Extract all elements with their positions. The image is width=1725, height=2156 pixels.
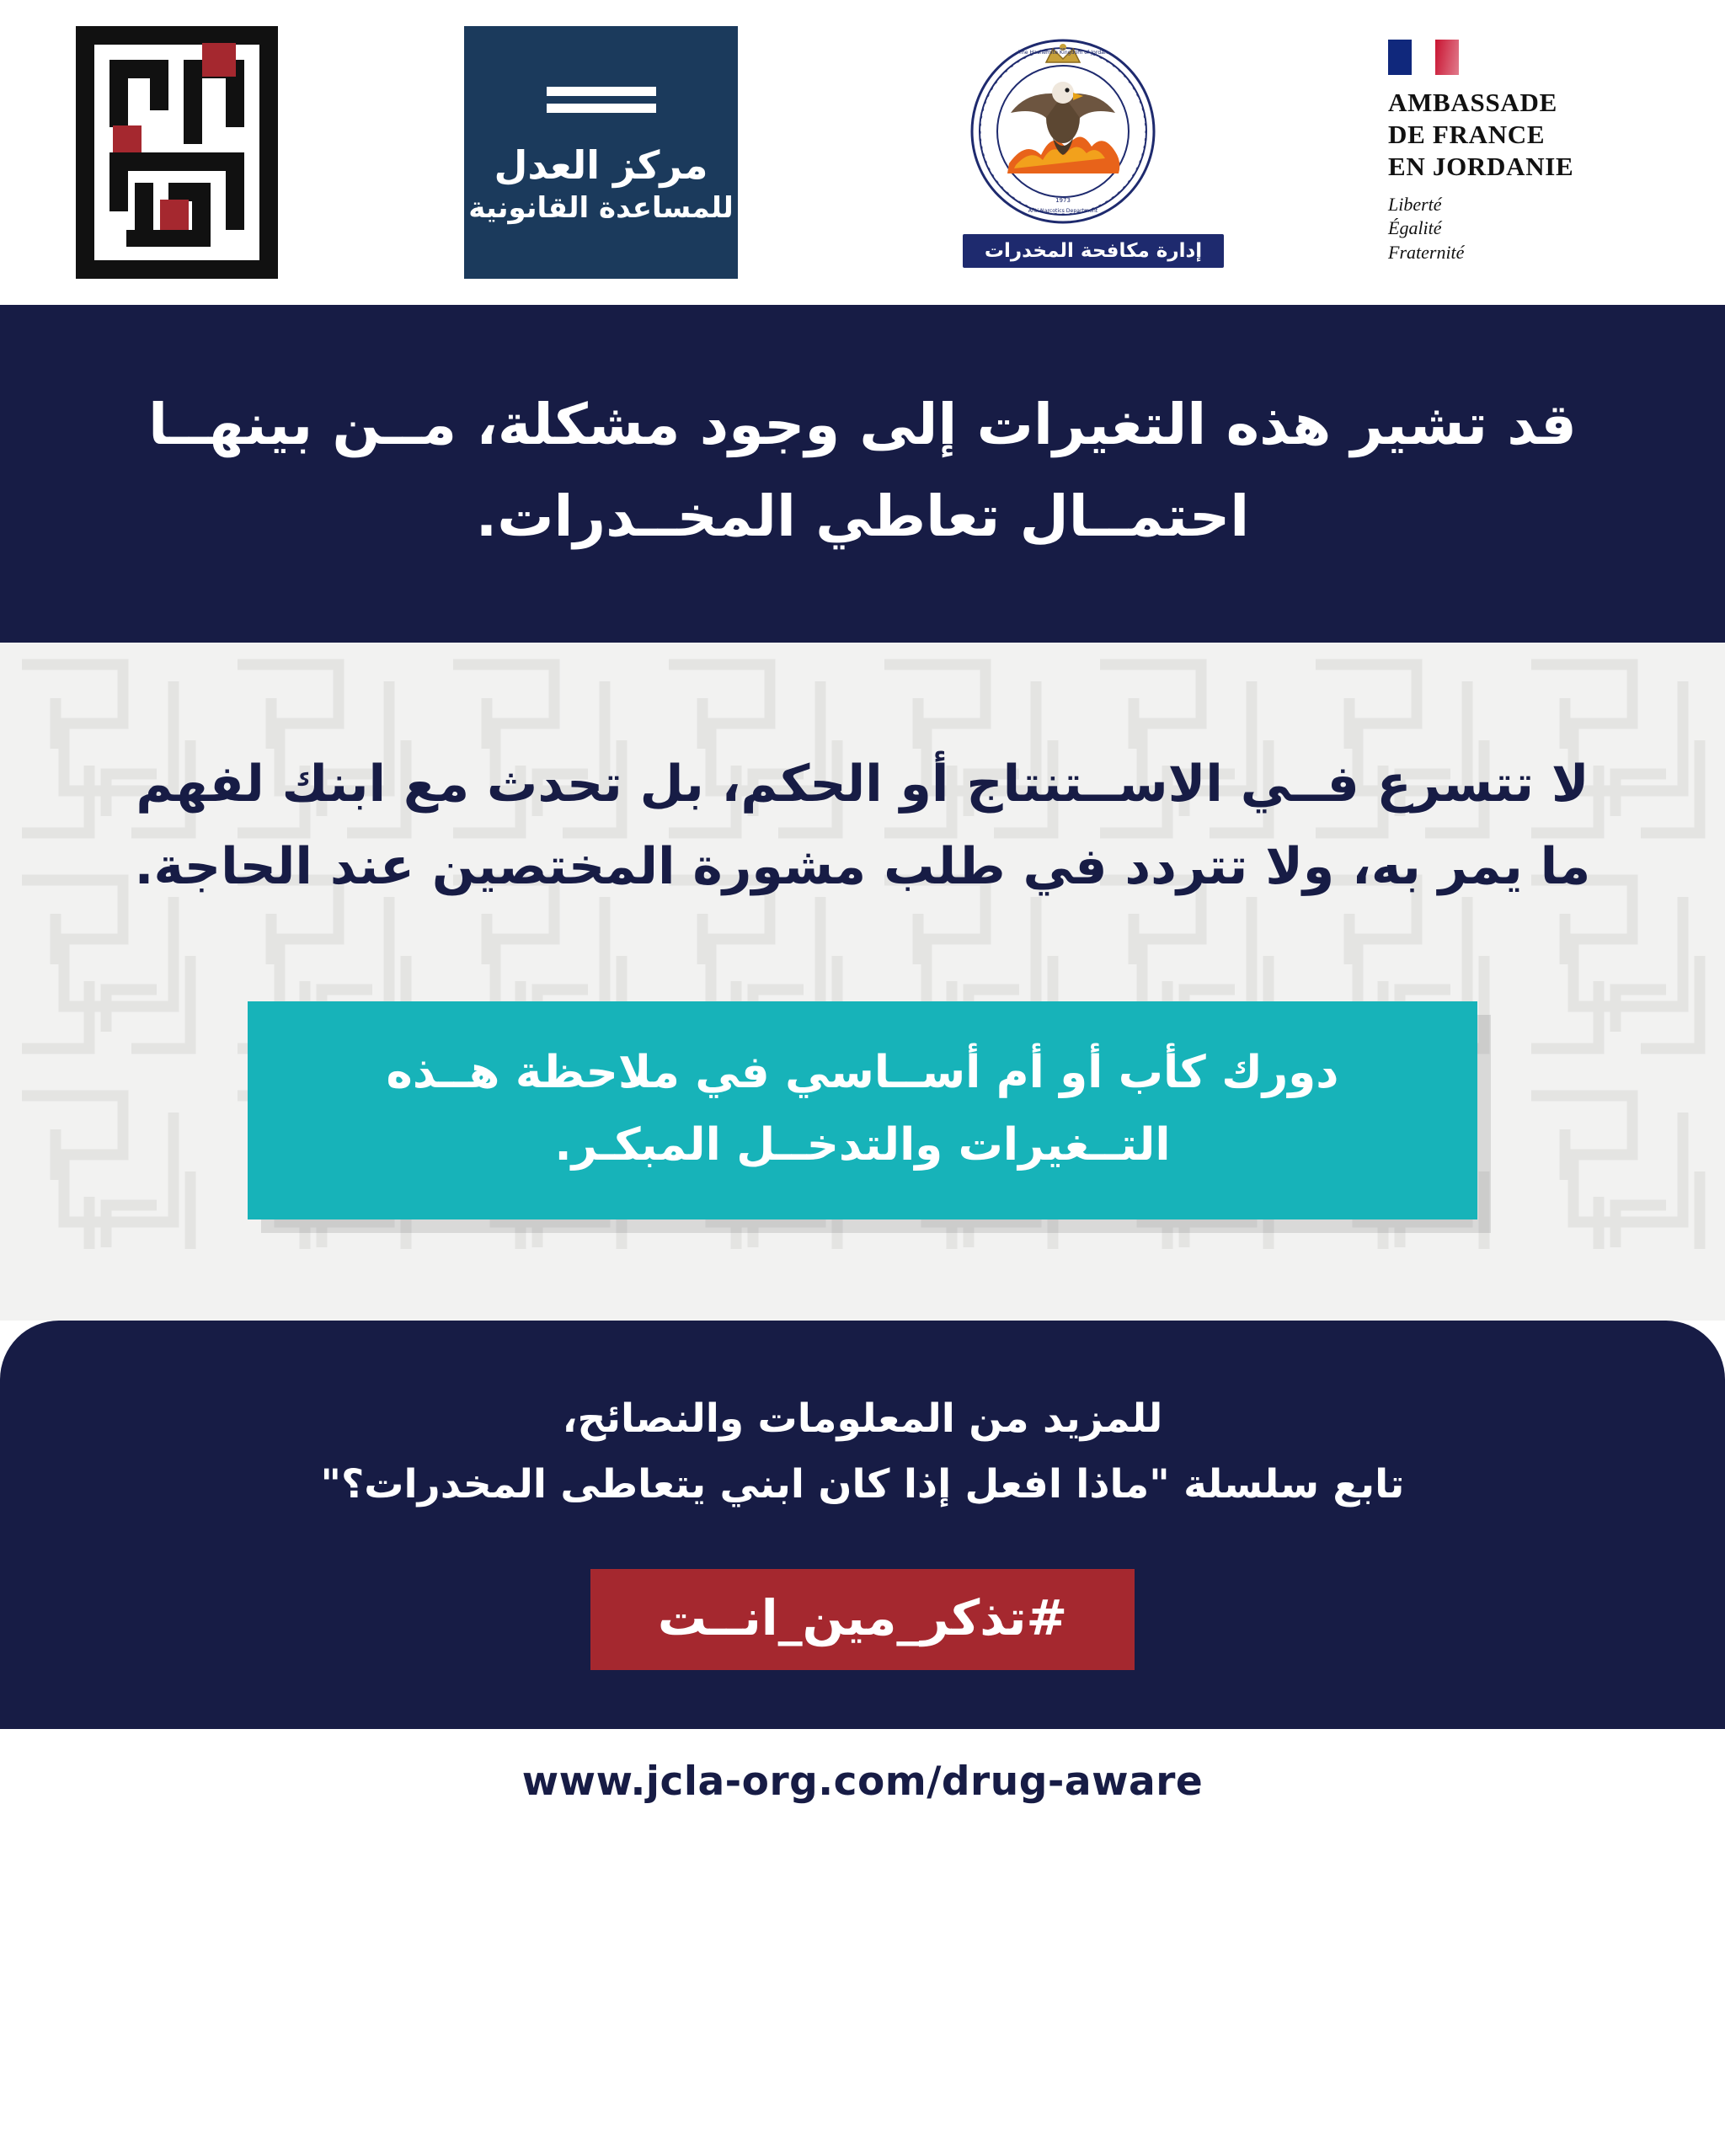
embassy-name-line-2: DE FRANCE: [1388, 120, 1546, 150]
embassy-name: [1388, 87, 1573, 182]
anti-narcotics-department-logo: [924, 37, 1202, 268]
embassy-name-line-3: EN JORDANIE: [1388, 152, 1574, 182]
footer: [0, 1729, 1725, 1833]
advice-paragraph: لا تتسرع فــي الاســتنتاج أو الحكم، بل تحدث مع ابنك لفهم ما يمر به، ولا تتردد في طلب مشورة المختصين عند الحاجة.: [134, 755, 1591, 896]
jcla-subtitle: للمساعدة القانونية: [468, 191, 734, 226]
cta-line-2: تابع سلسلة "ماذا افعل إذا كان ابني يتعاطى المخدرات؟": [320, 1460, 1405, 1508]
french-flag-icon: [1388, 40, 1459, 75]
eagle-seal-icon: [959, 37, 1167, 231]
cta-panel: [0, 1321, 1725, 1729]
callout-wrapper: [126, 1001, 1599, 1220]
kufic-campaign-logo: [76, 26, 278, 279]
motto-liberte: Liberté: [1388, 193, 1442, 215]
headline-panel: [0, 305, 1725, 643]
jcla-title: مركز العدل: [494, 141, 708, 188]
motto-egalite: Égalité: [1388, 217, 1442, 239]
callout-box: دورك كأب أو أم أســاسي في ملاحظة هــذه التــغيرات والتدخــل المبكـر.: [248, 1001, 1477, 1220]
anti-narcotics-band-label: إدارة مكافحة المخدرات: [963, 234, 1224, 268]
french-motto: [1388, 193, 1464, 265]
jcla-logo: [464, 26, 738, 279]
motto-fraternite: Fraternité: [1388, 242, 1465, 264]
svg-text:Anti Narcotics Department: Anti Narcotics Department: [1028, 208, 1098, 214]
campaign-hashtag[interactable]: #تذكر_مين_انــت: [590, 1569, 1135, 1670]
logo-header: [0, 0, 1725, 305]
hashtag-wrapper: [84, 1569, 1641, 1670]
headline-text: قد تشير هذه التغيرات إلى وجود مشكلة، مــن بينهــا احتمــال تعاطي المخــدرات.: [148, 392, 1577, 549]
svg-text:1973: 1973: [1055, 197, 1071, 204]
cta-line-1: للمزيد من المعلومات والنصائح،: [562, 1396, 1163, 1443]
advice-panel: [0, 643, 1725, 1321]
embassy-of-france-logo: [1388, 40, 1666, 264]
equals-mark-icon: [547, 79, 656, 120]
embassy-name-line-1: AMBASSADE: [1388, 88, 1557, 118]
svg-text:The Hashemite Kingdom of Jorda: The Hashemite Kingdom of Jordan: [1018, 50, 1108, 56]
website-url[interactable]: www.jcla-org.com/drug-aware: [521, 1758, 1204, 1805]
